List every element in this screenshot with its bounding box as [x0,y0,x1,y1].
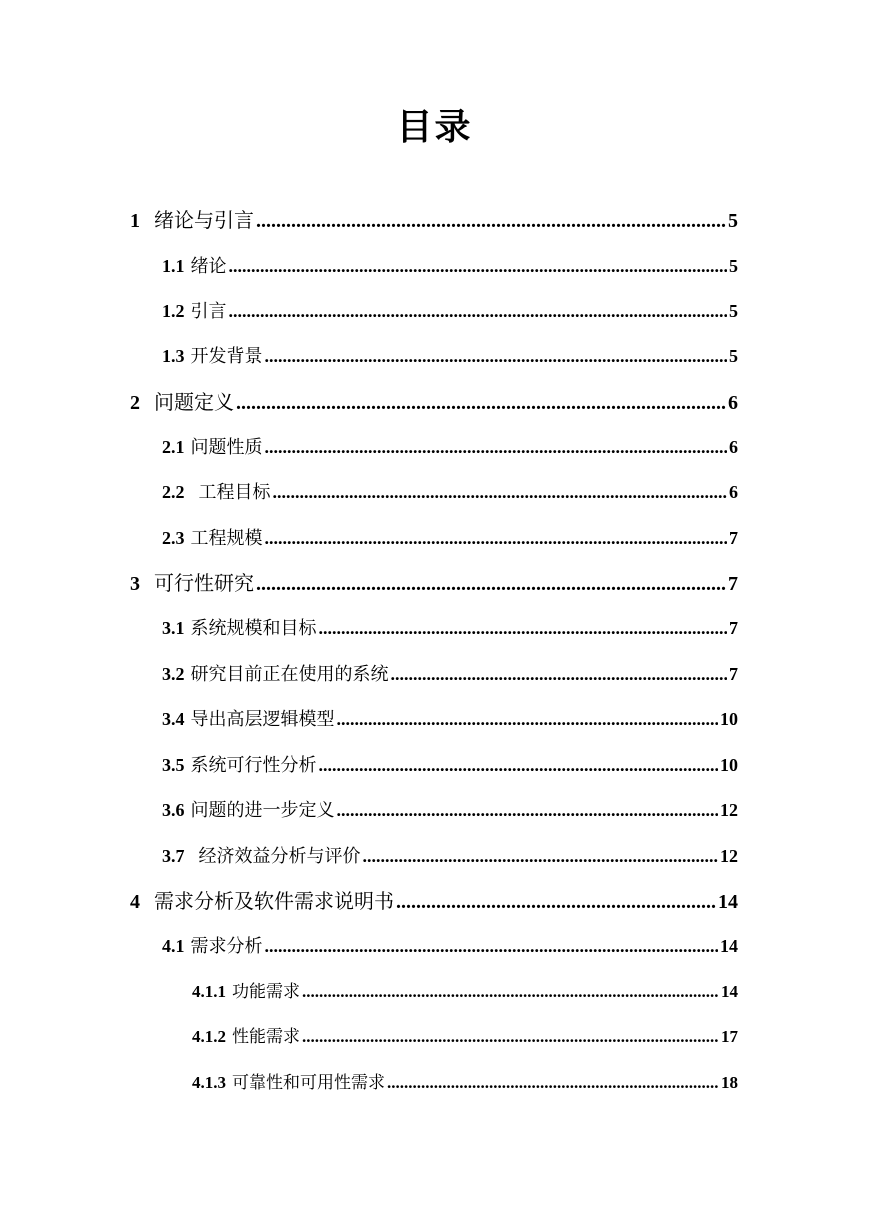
toc-entry-label: 开发背景 [190,346,263,367]
toc-entry-page: 5 [729,346,738,366]
toc-entry-page: 6 [728,392,738,414]
toc-entry-label: 问题的进一步定义 [190,800,335,821]
toc-entry-3-5[interactable] [162,751,738,779]
toc-entry-4-1-3[interactable] [192,1069,738,1097]
toc-entry-label: 绪论 [190,256,227,277]
dot-leader [229,252,728,280]
toc-entry-page: 5 [729,256,738,276]
toc-entry-number: 4.1.1 [192,982,226,1001]
toc-entry-number: 2 [130,392,140,414]
toc-entry-2-1[interactable] [162,433,738,461]
toc-entry-page: 7 [728,573,738,595]
toc-entry-number: 4.1.3 [192,1073,226,1092]
toc-entry-page: 10 [720,709,738,729]
dot-leader [337,796,719,824]
toc-entry-label: 可行性研究 [154,571,254,595]
toc-entry-label: 工程规模 [190,528,263,549]
toc-entry-number: 3.6 [162,800,185,820]
toc-entry-label: 导出高层逻辑模型 [190,709,335,730]
toc-entry-label: 可靠性和可用性需求 [232,1073,385,1093]
toc-entry-label: 需求分析及软件需求说明书 [154,889,394,913]
toc-entry-3-1[interactable] [162,614,738,642]
dot-leader [273,478,728,506]
toc-entry-label: 引言 [190,301,227,322]
toc-entry-page: 6 [729,437,738,457]
dot-leader [265,342,728,370]
dot-leader [236,389,726,417]
toc-entry-label: 系统规模和目标 [190,618,317,639]
toc-entry-page: 7 [729,528,738,548]
toc-entry-label: 经济效益分析与评价 [198,846,361,867]
toc-entry-label: 问题性质 [190,437,263,458]
toc-entry-page: 14 [718,891,738,913]
toc-entry-1-2[interactable] [162,297,738,325]
dot-leader [302,978,719,1006]
dot-leader [265,433,728,461]
dot-leader [256,570,726,598]
toc-entry-4[interactable] [130,887,738,915]
toc-entry-number: 4.1.2 [192,1027,226,1046]
dot-leader [229,297,728,325]
toc-entry-page: 5 [729,301,738,321]
toc-entry-1-3[interactable] [162,342,738,370]
toc-entry-number: 1.3 [162,346,185,366]
dot-leader [396,888,716,916]
toc-entry-4-1[interactable] [162,932,738,960]
dot-leader [265,932,719,960]
toc-entry-3[interactable] [130,569,738,597]
toc-entry-number: 3.7 [162,846,185,866]
toc-entry-page: 18 [721,1073,738,1092]
dot-leader [256,207,726,235]
toc-entry-2-3[interactable] [162,524,738,552]
toc-entry-label: 性能需求 [232,1027,300,1047]
dot-leader [302,1023,719,1051]
toc-entry-label: 系统可行性分析 [190,755,317,776]
toc-entry-label: 研究目前正在使用的系统 [190,664,389,685]
toc-entry-3-6[interactable] [162,796,738,824]
page-title: 目录 [396,107,473,148]
toc-entry-number: 4.1 [162,936,185,956]
toc-entry-3-2[interactable] [162,660,738,688]
toc-entry-number: 3 [130,573,140,595]
toc-entry-page: 7 [729,664,738,684]
toc-entry-1-1[interactable] [162,252,738,280]
dot-leader [391,660,728,688]
toc-entry-number: 3.4 [162,709,185,729]
dot-leader [319,614,728,642]
toc-entry-label: 绪论与引言 [154,208,254,232]
toc-entry-number: 3.2 [162,664,185,684]
toc-entry-4-1-2[interactable] [192,1023,738,1051]
dot-leader [387,1069,719,1097]
toc-entry-number: 2.3 [162,528,185,548]
dot-leader [337,705,719,733]
toc-entry-page: 17 [721,1027,738,1046]
toc-entry-4-1-1[interactable] [192,978,738,1006]
toc-entry-number: 1.1 [162,256,185,276]
toc-entry-page: 10 [720,755,738,775]
toc-entry-2[interactable] [130,388,738,416]
toc-entry-number: 2.2 [162,482,185,502]
toc-entry-number: 4 [130,891,140,913]
toc-entry-label: 工程目标 [198,482,271,503]
toc-entry-number: 1.2 [162,301,185,321]
toc-entry-page: 5 [728,210,738,232]
toc-entry-number: 3.5 [162,755,185,775]
toc-entry-label: 问题定义 [154,390,234,414]
dot-leader [319,751,719,779]
toc-entry-page: 14 [721,982,738,1001]
toc-entry-number: 3.1 [162,618,185,638]
toc-entry-label: 需求分析 [190,936,263,957]
toc-entry-3-7[interactable] [162,842,738,870]
toc-entry-number: 1 [130,210,140,232]
toc-entry-label: 功能需求 [232,982,300,1002]
toc-entry-3-4[interactable] [162,705,738,733]
toc-entry-page: 6 [729,482,738,502]
toc-entry-number: 2.1 [162,437,185,457]
dot-leader [265,524,728,552]
toc-entry-2-2[interactable] [162,478,738,506]
toc-entry-page: 12 [720,800,738,820]
toc-entry-page: 14 [720,936,738,956]
dot-leader [363,842,719,870]
toc-entry-page: 7 [729,618,738,638]
toc-entry-1[interactable] [130,206,738,234]
toc-entry-page: 12 [720,846,738,866]
